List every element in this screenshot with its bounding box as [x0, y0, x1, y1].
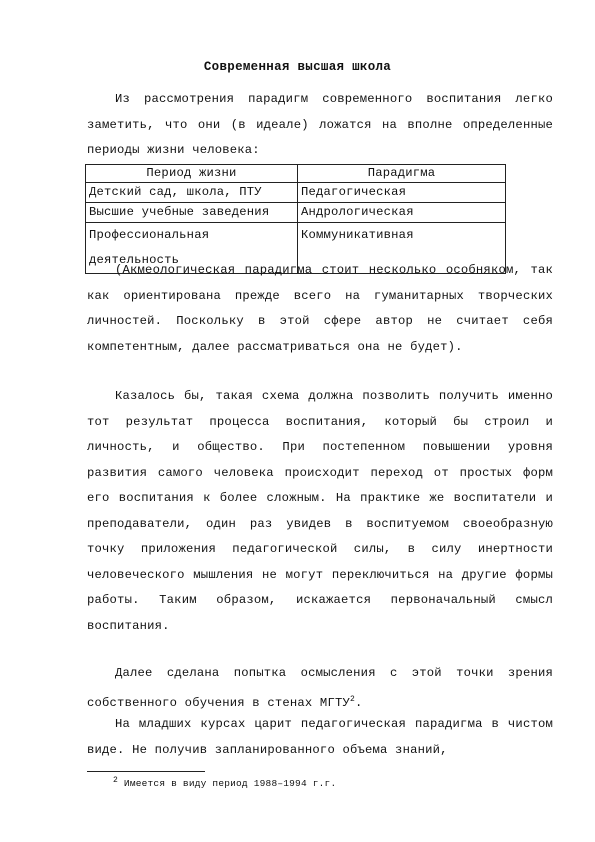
footnote-mark: 2: [113, 776, 119, 785]
footnote: [113, 776, 336, 789]
table-cell-period: Профессиональная деятельность: [86, 223, 298, 274]
paragraph-mgtu-text: Далее сделана попытка осмысления с этой точки зрения собственного обучения в стенах МГТУ: [87, 666, 553, 710]
intro-paragraph: Из рассмотрения парадигм современного воспитания легко заметить, что они (в идеале) ложатся на вполне определенные периоды жизни человека:: [87, 92, 553, 157]
table-header-paradigm: Парадигма: [298, 165, 506, 183]
table-header-row: [86, 165, 506, 183]
paragraph-mgtu: [87, 661, 553, 716]
paragraph-scheme: Казалось бы, такая схема должна позволить получить именно тот результат процесса воспитания, который бы строил и личность, и общество. При постепенном повышении уровня развития самого человека происходит переход от простых форм его воспитания к более сложным. На практике же воспитатели и преподаватели, один раз увидев в воспитуемом своеобразную точку приложения педагогической силы, в силу инертности человеческого мышления не могут переключиться на другие формы работы. Таким образом, искажается первоначальный смысл воспитания.: [87, 389, 553, 633]
table-cell-paradigm: Андрологическая: [298, 203, 506, 223]
paragraph-akmeology: (Акмеологическая парадигма стоит несколько особняком, так как ориентирована прежде всего на гуманитарных творческих личностей. Поскольку в этой сфере автор не считает себя компетентным, далее рассматриваться она не будет).: [87, 263, 553, 354]
page-title: Современная высшая школа: [203, 60, 392, 74]
footnote-reference[interactable]: 2: [349, 694, 355, 704]
table-row: [86, 183, 506, 203]
table-row: [86, 203, 506, 223]
table-header-period: Период жизни: [86, 165, 298, 183]
table-cell-paradigm: Педагогическая: [298, 183, 506, 203]
footnote-text: Имеется в виду период 1988–1994 г.г.: [118, 778, 337, 790]
paragraph-junior-courses: На младших курсах царит педагогическая парадигма в чистом виде. Не получив запланированного объема знаний,: [87, 717, 553, 757]
table-cell-paradigm: Коммуникативная: [298, 223, 506, 274]
table-cell-period: Высшие учебные заведения: [86, 203, 298, 223]
table-cell-period: Детский сад, школа, ПТУ: [86, 183, 298, 203]
paragraph-mgtu-end: .: [355, 695, 363, 710]
footnote-divider: [87, 771, 205, 772]
